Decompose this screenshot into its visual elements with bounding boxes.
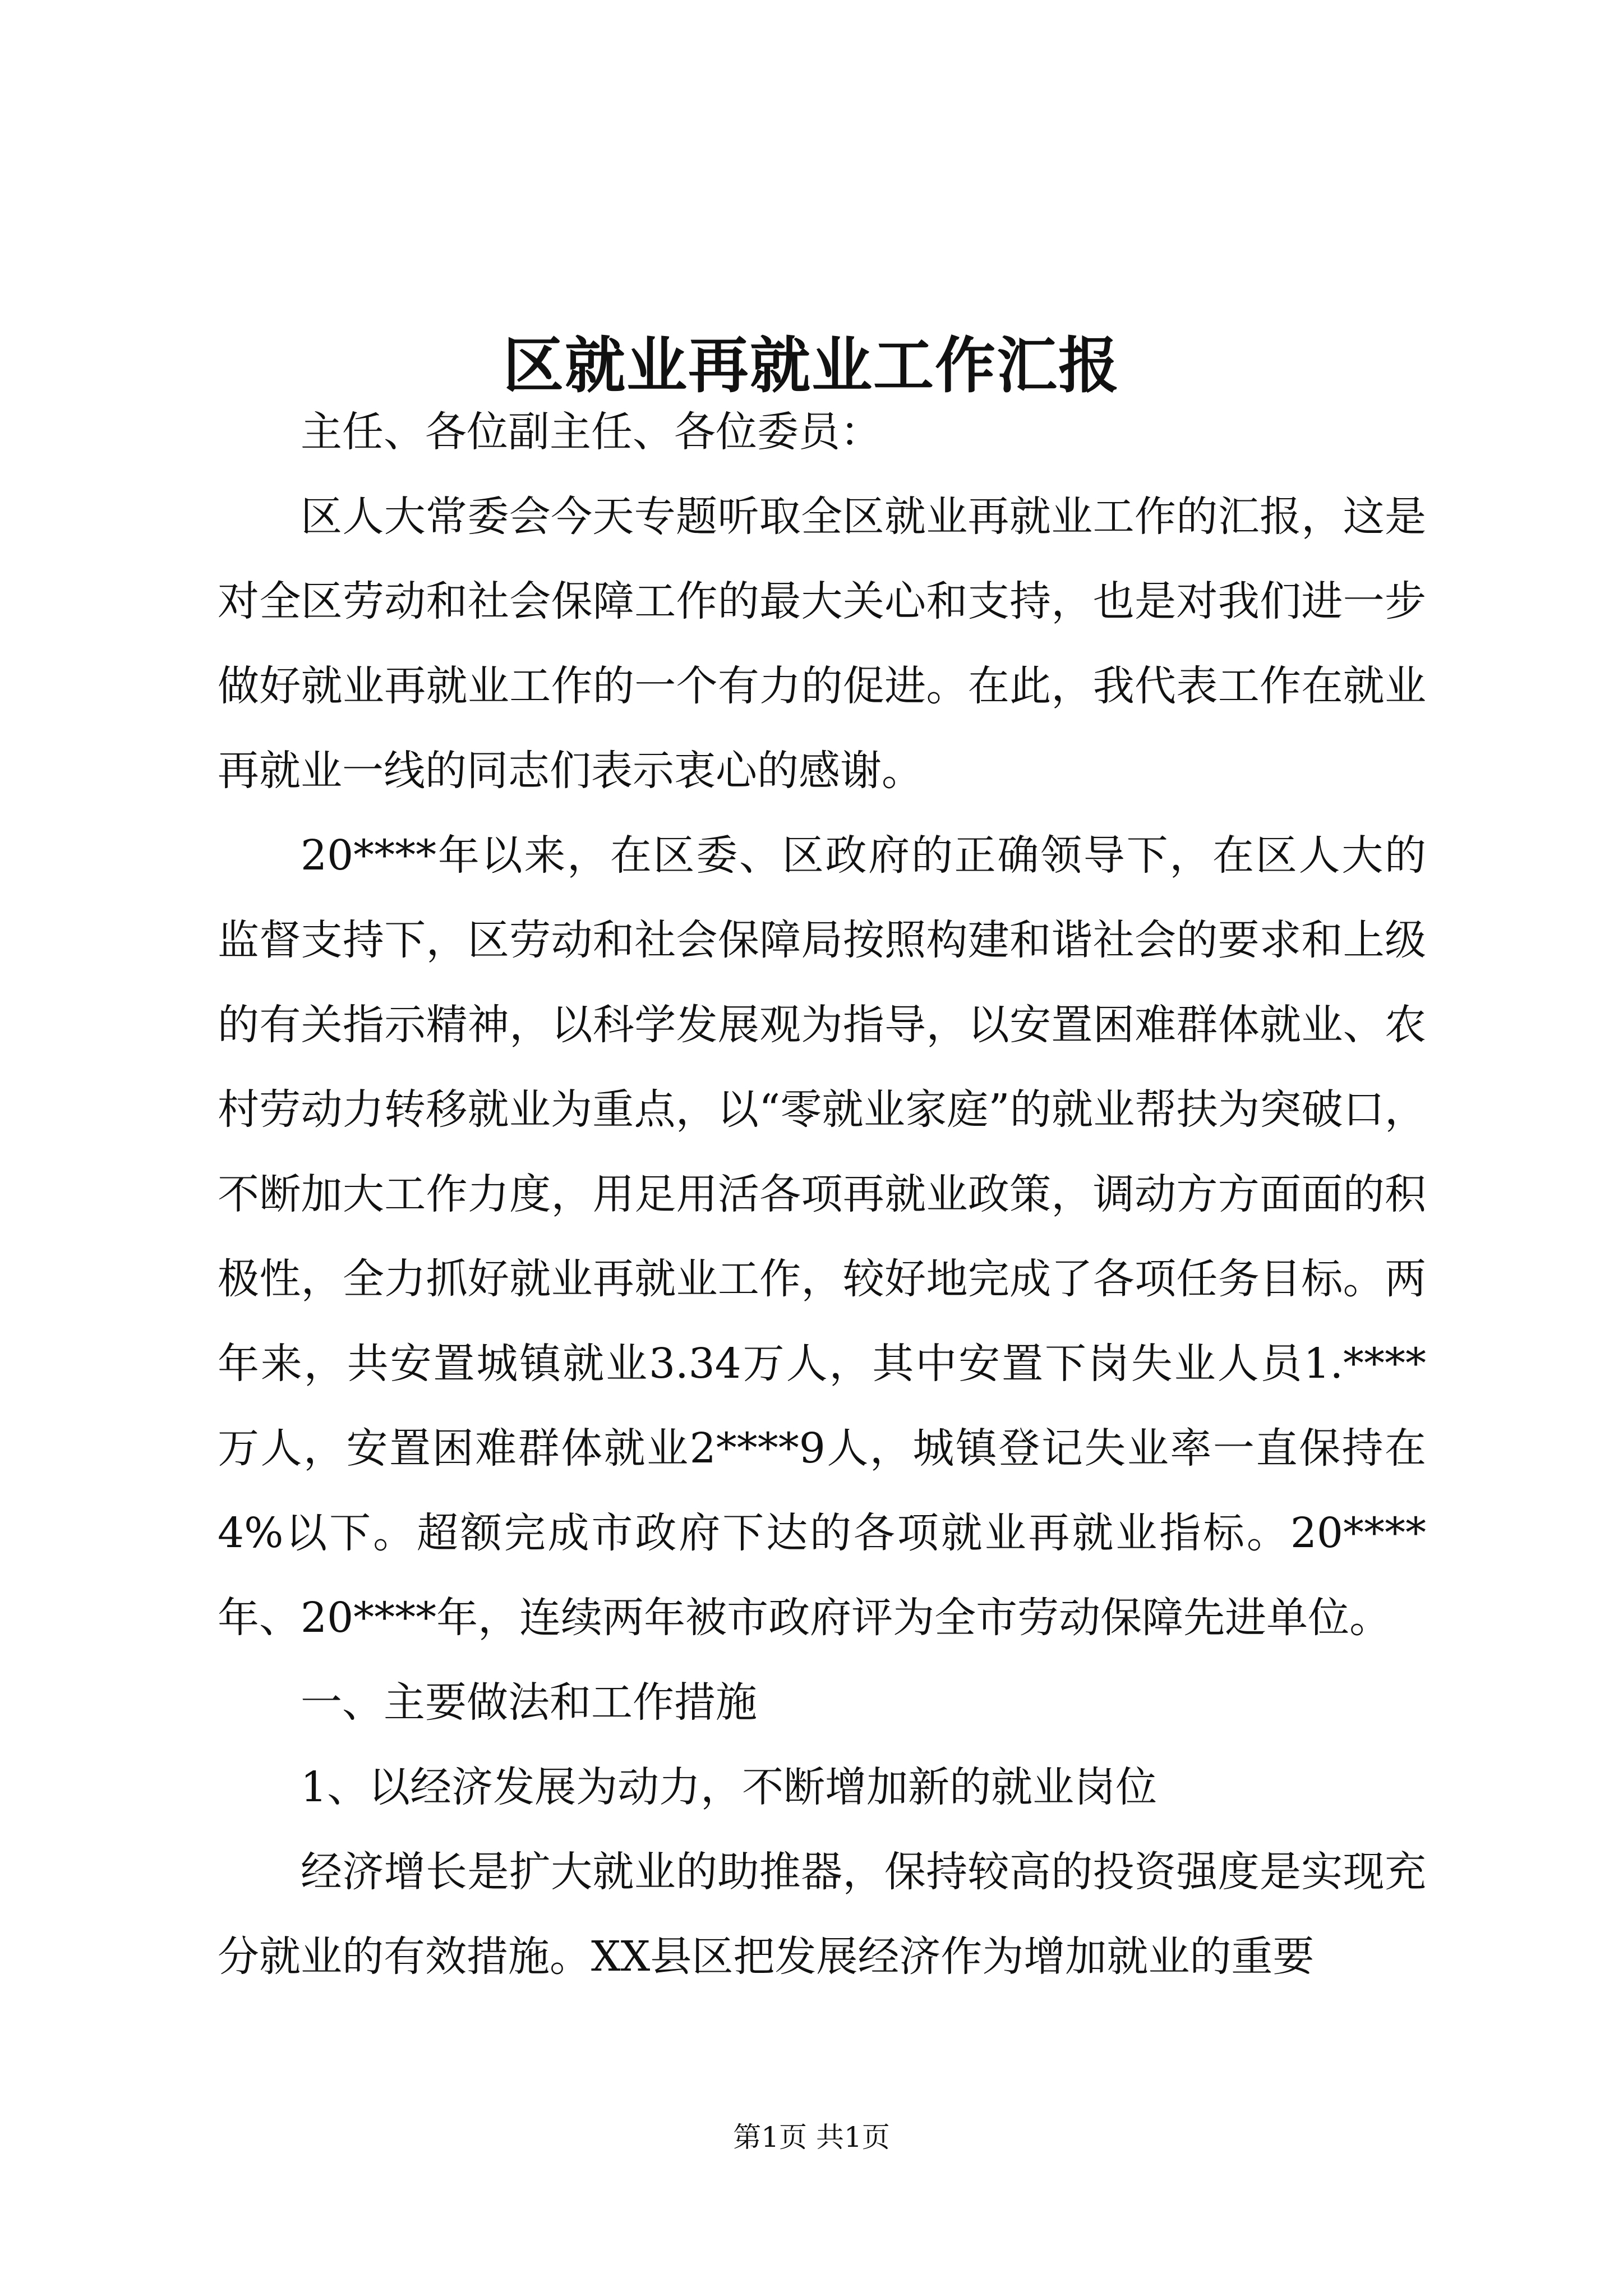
document-title: 区就业再就业工作汇报: [502, 330, 1120, 402]
achievements-paragraph: 20****年以来，在区委、区政府的正确领导下，在区人大的监督支持下，区劳动和社会保障局按照构建和谐社会的要求和上级的有关指示精神，以科学发展观为指导，以安置困难群体就业、农村劳动力转移就业为重点，以“零就业家庭”的就业帮扶为突破口，不断加大工作力度，用足用活各项再就业政策，调动方方面面的积极性，全力抓好就业再就业工作，较好地完成了各项任务目标。两年来，共安置城镇就业3.34万人，其中安置下岗失业人员1.****万人，安置困难群体就业2****9人，城镇登记失业率一直保持在4%以下。超额完成市政府下达的各项就业再就业指标。20****年、20****年，连续两年被市政府评为全市劳动保障先进单位。: [218, 831, 1426, 1642]
introduction-paragraph: 区人大常委会今天专题听取全区就业再就业工作的汇报，这是对全区劳动和社会保障工作的最大关心和支持，也是对我们进一步做好就业再就业工作的一个有力的促进。在此，我代表工作在就业再就业一线的同志们表示衷心的感谢。: [218, 493, 1426, 795]
economic-paragraph: 经济增长是扩大就业的助推器，保持较高的投资强度是实现充分就业的有效措施。XX县区把发展经济作为增加就业的重要: [218, 1848, 1426, 1981]
subsection-heading: 1、以经济发展为动力，不断增加新的就业岗位: [301, 1763, 1158, 1811]
salutation-paragraph: 主任、各位副主任、各位委员：: [301, 408, 882, 456]
page-footer: 第1页 共1页: [733, 2121, 890, 2154]
document-body: [218, 390, 1426, 1999]
section-heading: 一、主要做法和工作措施: [301, 1678, 757, 1727]
